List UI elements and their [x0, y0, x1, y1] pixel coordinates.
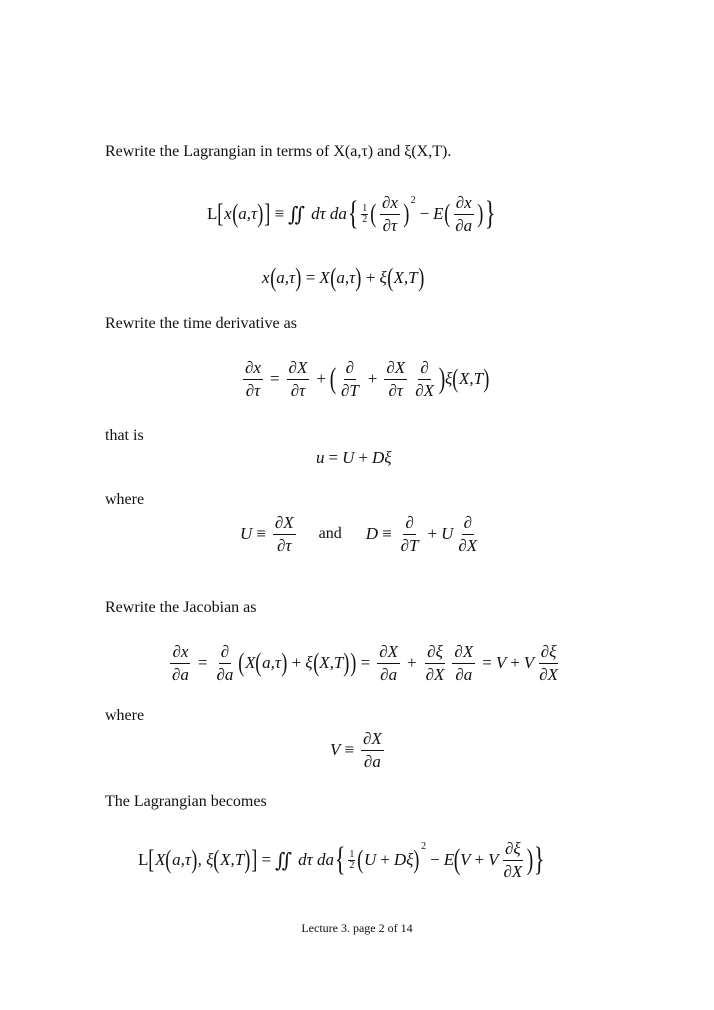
and-word: and: [318, 525, 342, 542]
paragraph-time-derivative: Rewrite the time derivative as: [105, 315, 297, 332]
paragraph-where-2: where: [105, 707, 145, 724]
paragraph-jacobian: Rewrite the Jacobian as: [105, 599, 257, 616]
equation-u-d-definitions: U ≡ $\frac{\partial X}{\partial\tau}$ and D ≡ $\frac{\partial}{\partial T}$ + U $\frac{\partial}{\partial X}$: [240, 512, 478, 555]
paragraph-where-1: where: [105, 491, 145, 508]
equation-decomposition: x ( a,τ ) = X ( a,τ ) + ξ ( X,T ): [262, 263, 424, 292]
equation-lagrangian-new: L [ X ( a,τ ) , ξ ( X,T ) ] = ∬ dτ da { 1 2 ( U + Dξ ) 2 − E ( V + V $\frac{\partial\xi}{\partial X}$ ) }: [138, 838, 545, 881]
equation-jacobian: $\frac{\partial x}{\partial a}$ = $\frac{\partial}{\partial a}$ ( X ( a,τ ) + ξ ( X,T ) ) = $\frac{\partial X}{\partial a}$ + $\frac{\partial\xi}{\partial X}$ $\frac{\partial X}{\partial a}$ = V + V $\frac{\partial\xi}{\partial X}$: [172, 641, 558, 684]
equation-lagrangian: L [ x ( a,τ ) ] ≡ ∬ dτ da { 1 2 ( $\frac{\partial x}{\partial\tau}$ ) 2 − E ( $\frac{\partial x}{\partial a}$ ) }: [207, 192, 496, 235]
paragraph-that-is: that is: [105, 427, 144, 444]
equation-velocity: u = U + Dξ: [316, 448, 392, 467]
paragraph-lagrangian-becomes: The Lagrangian becomes: [105, 793, 267, 810]
equation-time-derivative: $\frac{\partial x}{\partial\tau}$ = $\frac{\partial X}{\partial\tau}$ + ( $\frac{\partial}{\partial T}$ + $\frac{\partial X}{\partial\tau}$ $\frac{\partial}{\partial X}$ ) ξ ( X,T ): [245, 357, 490, 400]
paragraph-lagrangian-intro: Rewrite the Lagrangian in terms of X(a,τ) and ξ(X,T).: [105, 143, 452, 160]
page-footer: Lecture 3. page 2 of 14: [301, 921, 413, 935]
equation-v-definition: V ≡ $\frac{\partial X}{\partial a}$: [330, 728, 382, 771]
